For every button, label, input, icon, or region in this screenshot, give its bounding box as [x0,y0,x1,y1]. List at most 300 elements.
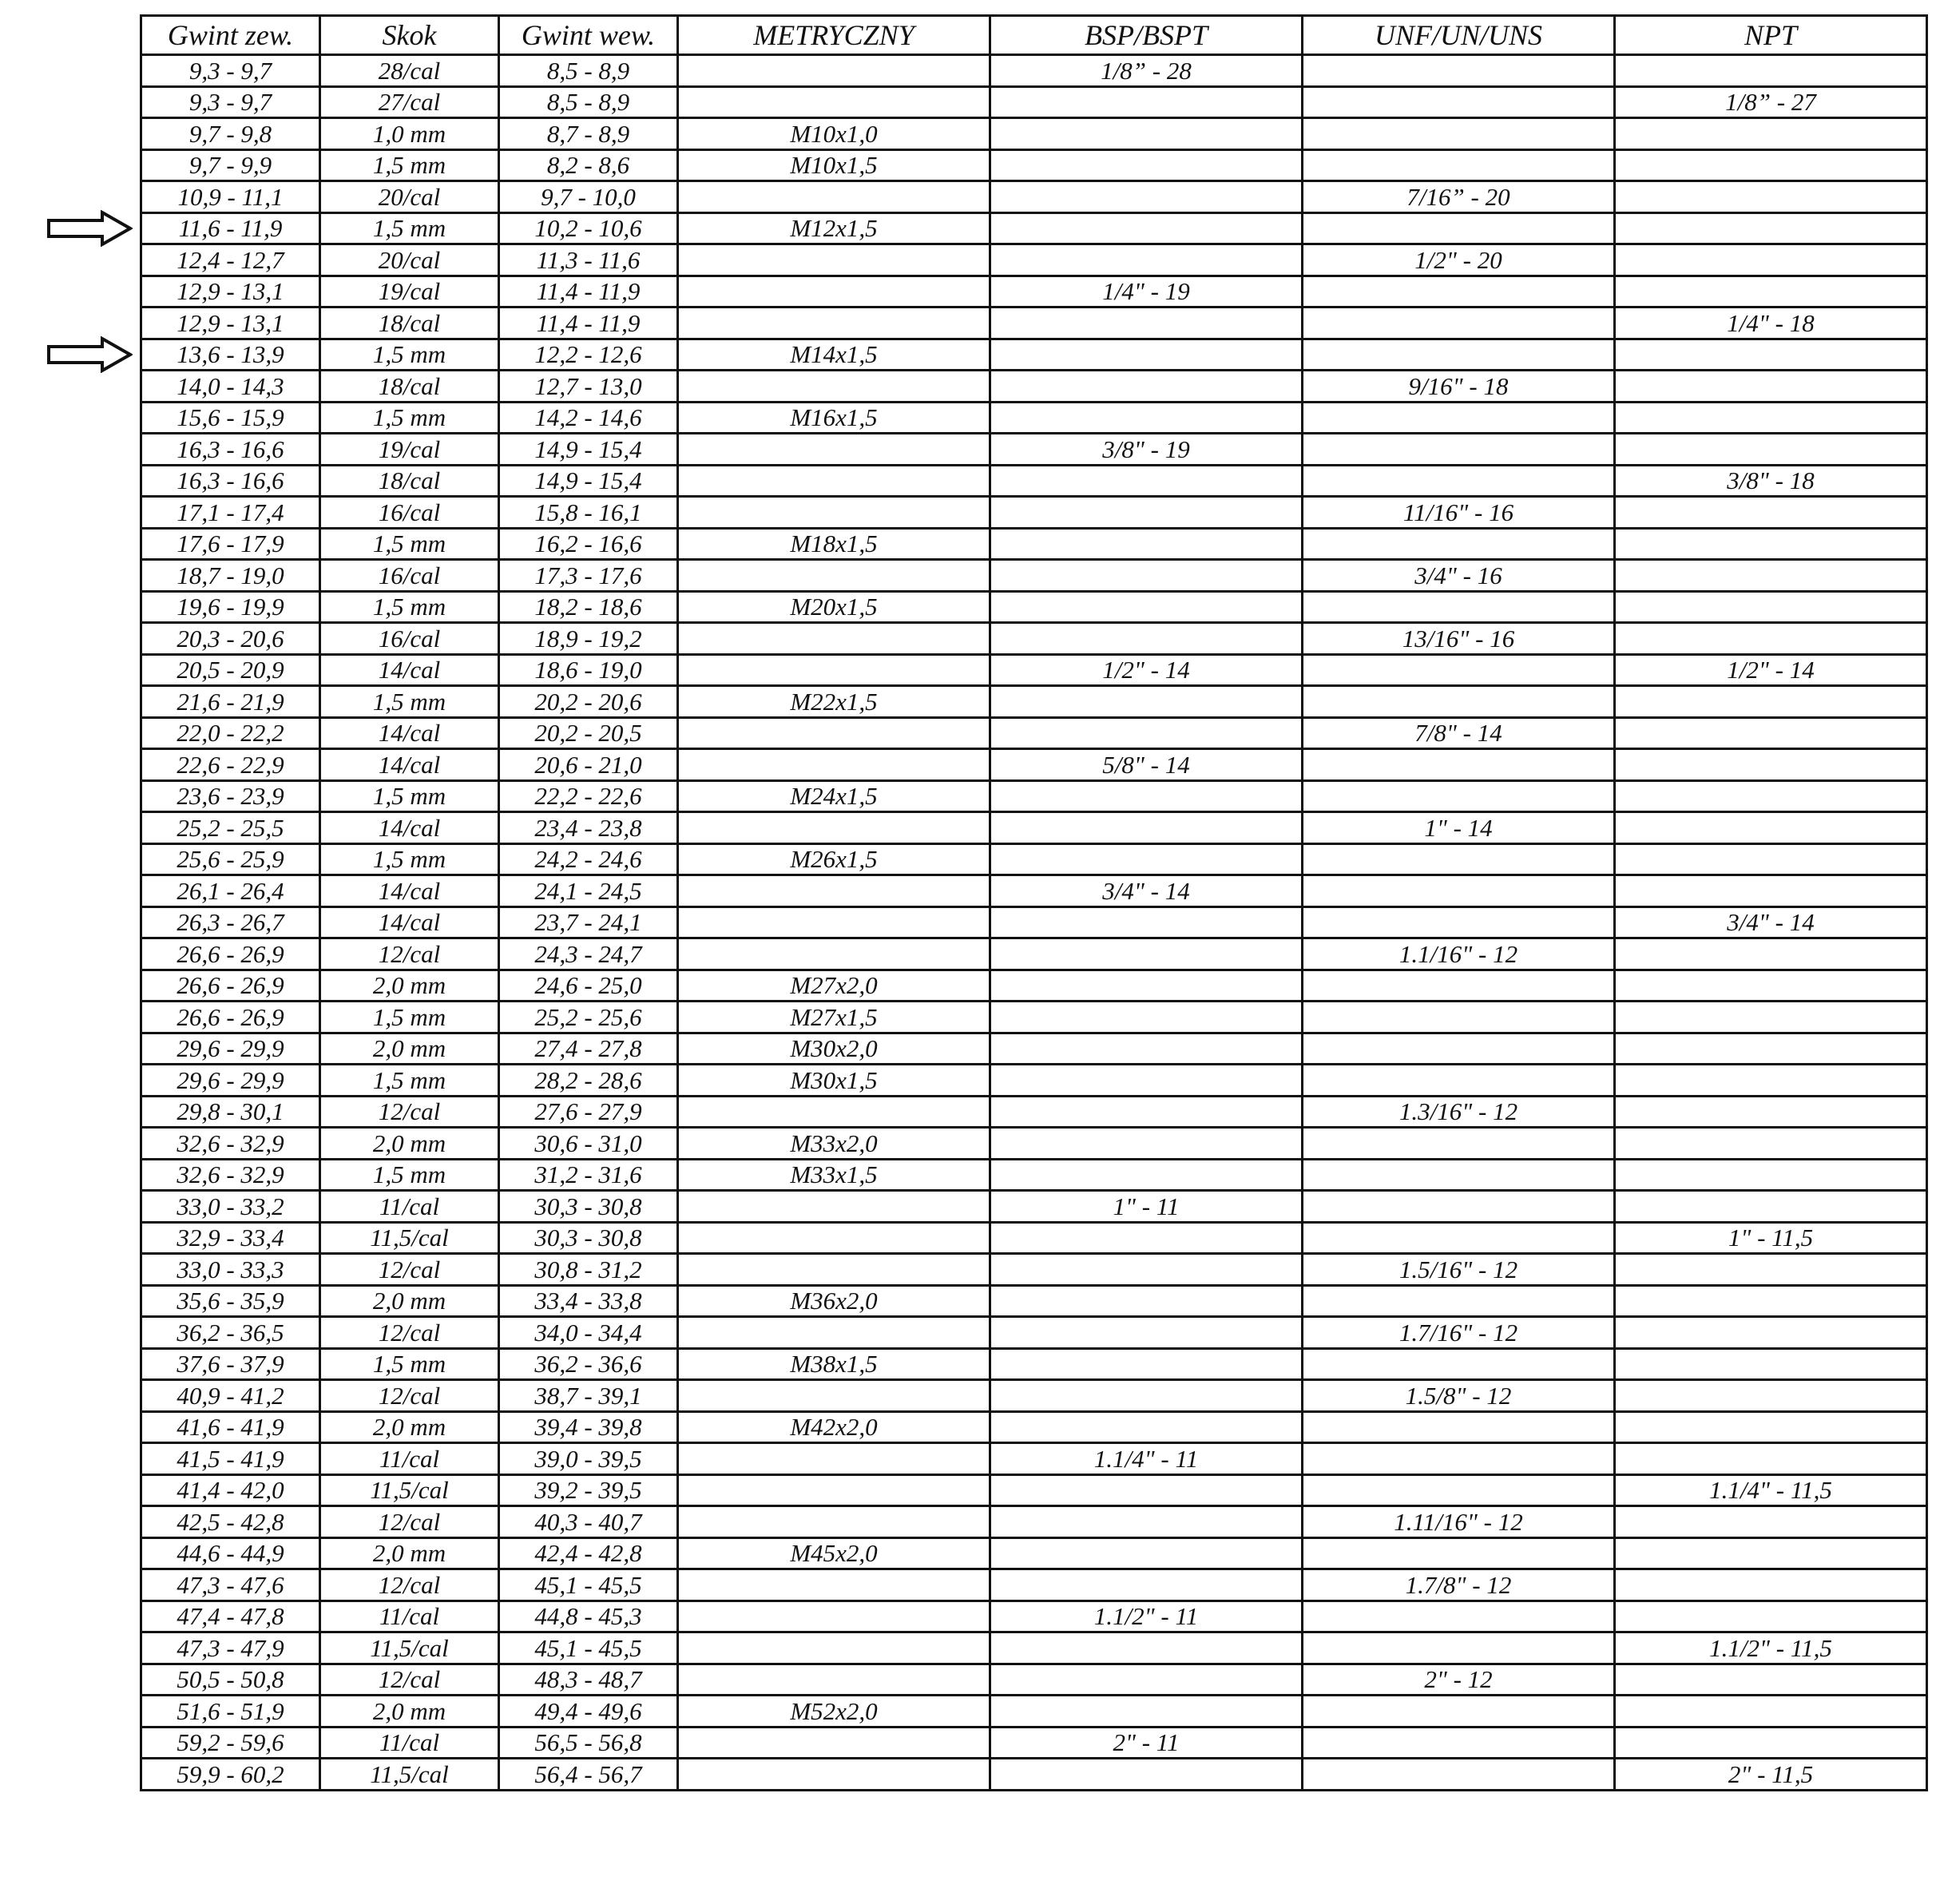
thread-table [140,14,1928,1791]
cell-outer-thread: 41,6 - 41,9 [141,1411,320,1443]
cell-bsp [990,86,1303,118]
cell-unf [1303,875,1615,907]
cell-outer-thread: 16,3 - 16,6 [141,465,320,497]
cell-unf: 1.7/8" - 12 [1303,1569,1615,1601]
cell-pitch: 11,5/cal [320,1632,499,1664]
cell-bsp [990,938,1303,970]
cell-pitch: 1,5 mm [320,1348,499,1380]
cell-outer-thread: 23,6 - 23,9 [141,780,320,812]
cell-pitch: 1,5 mm [320,686,499,718]
table-row [141,1348,1927,1380]
cell-inner-thread: 24,6 - 25,0 [499,970,678,1002]
cell-npt [1615,1506,1927,1538]
cell-inner-thread: 45,1 - 45,5 [499,1632,678,1664]
cell-unf [1303,1191,1615,1223]
cell-outer-thread: 33,0 - 33,3 [141,1254,320,1286]
cell-inner-thread: 14,9 - 15,4 [499,465,678,497]
cell-npt [1615,371,1927,403]
cell-npt [1615,812,1927,844]
cell-bsp [990,812,1303,844]
table-row [141,276,1927,307]
table-row [141,1159,1927,1191]
cell-npt [1615,1159,1927,1191]
cell-unf [1303,1065,1615,1097]
table-row [141,749,1927,781]
table-row [141,244,1927,276]
cell-outer-thread: 22,0 - 22,2 [141,717,320,749]
cell-unf [1303,1285,1615,1317]
cell-bsp: 5/8" - 14 [990,749,1303,781]
cell-outer-thread: 32,6 - 32,9 [141,1159,320,1191]
cell-outer-thread: 36,2 - 36,5 [141,1317,320,1349]
cell-outer-thread: 9,7 - 9,8 [141,118,320,150]
cell-outer-thread: 29,8 - 30,1 [141,1096,320,1128]
cell-bsp [990,560,1303,592]
cell-pitch: 27/cal [320,86,499,118]
cell-metric [678,749,990,781]
cell-metric [678,434,990,466]
cell-metric: M14x1,5 [678,339,990,371]
cell-metric [678,1727,990,1759]
cell-unf [1303,1443,1615,1475]
cell-npt [1615,244,1927,276]
cell-npt [1615,1727,1927,1759]
cell-pitch: 14/cal [320,749,499,781]
table-row [141,55,1927,87]
cell-outer-thread: 17,1 - 17,4 [141,497,320,529]
cell-metric: M16x1,5 [678,402,990,434]
cell-metric [678,717,990,749]
cell-metric [678,654,990,686]
cell-metric: M33x1,5 [678,1159,990,1191]
cell-npt [1615,623,1927,655]
cell-metric [678,906,990,938]
cell-bsp [990,1632,1303,1664]
cell-npt: 3/8" - 18 [1615,465,1927,497]
cell-npt: 1/8” - 27 [1615,86,1927,118]
table-header [141,16,1927,55]
cell-metric: M20x1,5 [678,591,990,623]
cell-npt [1615,402,1927,434]
cell-npt [1615,1128,1927,1160]
cell-npt [1615,55,1927,87]
cell-unf: 7/16” - 20 [1303,181,1615,213]
cell-inner-thread: 20,2 - 20,5 [499,717,678,749]
cell-metric: M33x2,0 [678,1128,990,1160]
table-row [141,1002,1927,1033]
cell-metric [678,244,990,276]
cell-npt [1615,717,1927,749]
cell-inner-thread: 40,3 - 40,7 [499,1506,678,1538]
cell-unf [1303,1222,1615,1254]
cell-unf [1303,1128,1615,1160]
cell-unf: 13/16" - 16 [1303,623,1615,655]
cell-pitch: 2,0 mm [320,1537,499,1569]
cell-outer-thread: 13,6 - 13,9 [141,339,320,371]
table-row [141,402,1927,434]
cell-unf [1303,276,1615,307]
cell-bsp [990,149,1303,181]
cell-metric: M24x1,5 [678,780,990,812]
cell-inner-thread: 10,2 - 10,6 [499,212,678,244]
table-row [141,118,1927,150]
cell-metric: M12x1,5 [678,212,990,244]
cell-pitch: 14/cal [320,906,499,938]
cell-inner-thread: 23,4 - 23,8 [499,812,678,844]
cell-pitch: 11/cal [320,1601,499,1632]
cell-unf [1303,1033,1615,1065]
table-row [141,1411,1927,1443]
cell-outer-thread: 33,0 - 33,2 [141,1191,320,1223]
cell-metric [678,938,990,970]
cell-pitch: 1,0 mm [320,118,499,150]
cell-bsp [990,1128,1303,1160]
cell-bsp [990,1033,1303,1065]
cell-pitch: 14/cal [320,654,499,686]
cell-unf: 1.3/16" - 12 [1303,1096,1615,1128]
cell-npt [1615,434,1927,466]
cell-inner-thread: 39,4 - 39,8 [499,1411,678,1443]
cell-metric: M52x2,0 [678,1696,990,1727]
table-row [141,1065,1927,1097]
cell-unf: 3/4" - 16 [1303,560,1615,592]
cell-inner-thread: 20,6 - 21,0 [499,749,678,781]
cell-bsp: 1/2" - 14 [990,654,1303,686]
cell-unf [1303,843,1615,875]
cell-bsp [990,1759,1303,1791]
cell-bsp [990,1159,1303,1191]
cell-bsp: 2" - 11 [990,1727,1303,1759]
cell-unf: 1.1/16" - 12 [1303,938,1615,970]
cell-inner-thread: 15,8 - 16,1 [499,497,678,529]
table-row [141,1033,1927,1065]
table-row [141,434,1927,466]
cell-unf [1303,1759,1615,1791]
cell-inner-thread: 48,3 - 48,7 [499,1664,678,1696]
cell-npt [1615,1537,1927,1569]
cell-metric [678,1569,990,1601]
column-header-gwint-zew: Gwint zew. [141,16,320,55]
cell-pitch: 12/cal [320,1096,499,1128]
cell-npt [1615,1664,1927,1696]
table-row [141,1380,1927,1412]
cell-pitch: 1,5 mm [320,528,499,560]
cell-metric [678,623,990,655]
cell-inner-thread: 30,6 - 31,0 [499,1128,678,1160]
table-row [141,86,1927,118]
cell-pitch: 12/cal [320,1380,499,1412]
cell-pitch: 12/cal [320,1506,499,1538]
cell-metric: M10x1,5 [678,149,990,181]
cell-bsp [990,843,1303,875]
cell-inner-thread: 56,5 - 56,8 [499,1727,678,1759]
cell-npt [1615,339,1927,371]
cell-metric: M10x1,0 [678,118,990,150]
cell-bsp [990,1065,1303,1097]
cell-outer-thread: 10,9 - 11,1 [141,181,320,213]
cell-pitch: 1,5 mm [320,1065,499,1097]
cell-npt: 1.1/2" - 11,5 [1615,1632,1927,1664]
cell-outer-thread: 59,9 - 60,2 [141,1759,320,1791]
cell-pitch: 1,5 mm [320,212,499,244]
cell-pitch: 20/cal [320,244,499,276]
cell-inner-thread: 49,4 - 49,6 [499,1696,678,1727]
cell-metric [678,1380,990,1412]
cell-bsp: 3/4" - 14 [990,875,1303,907]
cell-pitch: 2,0 mm [320,1128,499,1160]
cell-pitch: 1,5 mm [320,591,499,623]
cell-npt: 1" - 11,5 [1615,1222,1927,1254]
cell-pitch: 11/cal [320,1727,499,1759]
cell-inner-thread: 33,4 - 33,8 [499,1285,678,1317]
table-row [141,307,1927,339]
table-row [141,149,1927,181]
cell-bsp [990,623,1303,655]
table-row [141,1128,1927,1160]
cell-npt [1615,1033,1927,1065]
cell-npt [1615,1569,1927,1601]
cell-pitch: 11,5/cal [320,1759,499,1791]
table-body [141,55,1927,1791]
cell-unf [1303,434,1615,466]
cell-pitch: 2,0 mm [320,970,499,1002]
cell-pitch: 11/cal [320,1443,499,1475]
table-row [141,591,1927,623]
table-row [141,1537,1927,1569]
table-row [141,1569,1927,1601]
cell-metric [678,276,990,307]
cell-outer-thread: 41,4 - 42,0 [141,1474,320,1506]
cell-pitch: 12/cal [320,1569,499,1601]
cell-bsp [990,212,1303,244]
cell-inner-thread: 31,2 - 31,6 [499,1159,678,1191]
cell-unf [1303,1601,1615,1632]
cell-pitch: 16/cal [320,623,499,655]
cell-unf [1303,307,1615,339]
cell-unf: 1/2" - 20 [1303,244,1615,276]
cell-bsp [990,906,1303,938]
cell-metric [678,1759,990,1791]
cell-metric [678,1601,990,1632]
header-row [141,16,1927,55]
cell-pitch: 1,5 mm [320,1002,499,1033]
cell-npt [1615,1380,1927,1412]
cell-inner-thread: 11,3 - 11,6 [499,244,678,276]
cell-outer-thread: 17,6 - 17,9 [141,528,320,560]
table-row [141,465,1927,497]
cell-outer-thread: 9,3 - 9,7 [141,55,320,87]
cell-unf [1303,212,1615,244]
cell-metric: M18x1,5 [678,528,990,560]
cell-metric [678,55,990,87]
cell-outer-thread: 47,3 - 47,6 [141,1569,320,1601]
cell-unf [1303,528,1615,560]
cell-inner-thread: 18,6 - 19,0 [499,654,678,686]
table-row [141,906,1927,938]
table-row [141,181,1927,213]
cell-npt [1615,149,1927,181]
cell-unf [1303,780,1615,812]
cell-npt [1615,1317,1927,1349]
cell-npt [1615,181,1927,213]
cell-unf [1303,1537,1615,1569]
cell-outer-thread: 35,6 - 35,9 [141,1285,320,1317]
cell-unf [1303,654,1615,686]
cell-bsp [990,1537,1303,1569]
cell-inner-thread: 56,4 - 56,7 [499,1759,678,1791]
cell-unf [1303,970,1615,1002]
cell-outer-thread: 25,6 - 25,9 [141,843,320,875]
cell-bsp [990,339,1303,371]
cell-npt: 2" - 11,5 [1615,1759,1927,1791]
cell-npt [1615,1096,1927,1128]
cell-bsp [990,181,1303,213]
table-row [141,1506,1927,1538]
cell-metric [678,1506,990,1538]
cell-pitch: 2,0 mm [320,1696,499,1727]
column-header-bsp-bspt: BSP/BSPT [990,16,1303,55]
cell-inner-thread: 14,9 - 15,4 [499,434,678,466]
cell-unf: 1.7/16" - 12 [1303,1317,1615,1349]
cell-outer-thread: 22,6 - 22,9 [141,749,320,781]
table-row [141,1474,1927,1506]
cell-pitch: 14/cal [320,812,499,844]
cell-outer-thread: 40,9 - 41,2 [141,1380,320,1412]
cell-inner-thread: 36,2 - 36,6 [499,1348,678,1380]
cell-inner-thread: 18,2 - 18,6 [499,591,678,623]
cell-outer-thread: 14,0 - 14,3 [141,371,320,403]
cell-metric [678,1222,990,1254]
cell-npt [1615,497,1927,529]
cell-metric [678,1191,990,1223]
cell-outer-thread: 20,3 - 20,6 [141,623,320,655]
cell-bsp [990,1569,1303,1601]
column-header-metryczny: METRYCZNY [678,16,990,55]
cell-unf: 7/8" - 14 [1303,717,1615,749]
cell-metric [678,560,990,592]
cell-outer-thread: 11,6 - 11,9 [141,212,320,244]
cell-inner-thread: 23,7 - 24,1 [499,906,678,938]
cell-metric: M30x1,5 [678,1065,990,1097]
cell-outer-thread: 26,1 - 26,4 [141,875,320,907]
table-row [141,1601,1927,1632]
cell-outer-thread: 25,2 - 25,5 [141,812,320,844]
cell-metric [678,1632,990,1664]
cell-unf [1303,1411,1615,1443]
cell-bsp [990,1002,1303,1033]
cell-pitch: 18/cal [320,371,499,403]
cell-inner-thread: 14,2 - 14,6 [499,402,678,434]
cell-bsp: 1/4" - 19 [990,276,1303,307]
cell-outer-thread: 29,6 - 29,9 [141,1065,320,1097]
cell-bsp [990,1348,1303,1380]
cell-pitch: 19/cal [320,434,499,466]
cell-metric [678,1254,990,1286]
cell-bsp [990,1317,1303,1349]
cell-inner-thread: 30,3 - 30,8 [499,1191,678,1223]
cell-npt [1615,875,1927,907]
cell-metric [678,307,990,339]
cell-metric [678,1443,990,1475]
cell-outer-thread: 41,5 - 41,9 [141,1443,320,1475]
column-header-skok: Skok [320,16,499,55]
cell-inner-thread: 12,7 - 13,0 [499,371,678,403]
cell-npt [1615,591,1927,623]
cell-inner-thread: 30,3 - 30,8 [499,1222,678,1254]
cell-metric: M30x2,0 [678,1033,990,1065]
table-row [141,938,1927,970]
cell-outer-thread: 47,3 - 47,9 [141,1632,320,1664]
cell-metric: M26x1,5 [678,843,990,875]
column-header-npt: NPT [1615,16,1927,55]
cell-inner-thread: 22,2 - 22,6 [499,780,678,812]
cell-npt [1615,1065,1927,1097]
cell-pitch: 1,5 mm [320,149,499,181]
cell-bsp: 3/8" - 19 [990,434,1303,466]
cell-inner-thread: 39,2 - 39,5 [499,1474,678,1506]
cell-unf [1303,1696,1615,1727]
cell-inner-thread: 11,4 - 11,9 [499,307,678,339]
cell-bsp [990,591,1303,623]
cell-npt [1615,560,1927,592]
cell-npt: 1/2" - 14 [1615,654,1927,686]
cell-inner-thread: 17,3 - 17,6 [499,560,678,592]
table-row [141,843,1927,875]
cell-bsp [990,1096,1303,1128]
arrow-right-icon [46,210,133,247]
cell-npt [1615,749,1927,781]
cell-unf [1303,402,1615,434]
cell-npt [1615,938,1927,970]
cell-pitch: 12/cal [320,938,499,970]
cell-bsp: 1.1/4" - 11 [990,1443,1303,1475]
cell-npt [1615,686,1927,718]
cell-bsp [990,686,1303,718]
column-header-unf-un-uns: UNF/UN/UNS [1303,16,1615,55]
cell-npt [1615,1696,1927,1727]
cell-bsp [990,371,1303,403]
cell-npt [1615,1411,1927,1443]
cell-outer-thread: 44,6 - 44,9 [141,1537,320,1569]
cell-outer-thread: 12,4 - 12,7 [141,244,320,276]
cell-pitch: 11,5/cal [320,1222,499,1254]
table-row [141,1727,1927,1759]
cell-inner-thread: 9,7 - 10,0 [499,181,678,213]
cell-inner-thread: 11,4 - 11,9 [499,276,678,307]
cell-outer-thread: 29,6 - 29,9 [141,1033,320,1065]
cell-outer-thread: 26,3 - 26,7 [141,906,320,938]
cell-unf: 1.11/16" - 12 [1303,1506,1615,1538]
cell-npt [1615,1601,1927,1632]
cell-bsp [990,780,1303,812]
cell-unf: 2" - 12 [1303,1664,1615,1696]
cell-metric: M38x1,5 [678,1348,990,1380]
cell-outer-thread: 18,7 - 19,0 [141,560,320,592]
cell-bsp [990,465,1303,497]
cell-bsp [990,307,1303,339]
cell-npt: 1.1/4" - 11,5 [1615,1474,1927,1506]
cell-unf [1303,465,1615,497]
cell-inner-thread: 39,0 - 39,5 [499,1443,678,1475]
cell-metric: M42x2,0 [678,1411,990,1443]
cell-bsp [990,1474,1303,1506]
cell-inner-thread: 8,7 - 8,9 [499,118,678,150]
cell-outer-thread: 21,6 - 21,9 [141,686,320,718]
arrow-right-icon [46,336,133,373]
cell-outer-thread: 59,2 - 59,6 [141,1727,320,1759]
cell-npt [1615,1443,1927,1475]
cell-bsp [990,402,1303,434]
